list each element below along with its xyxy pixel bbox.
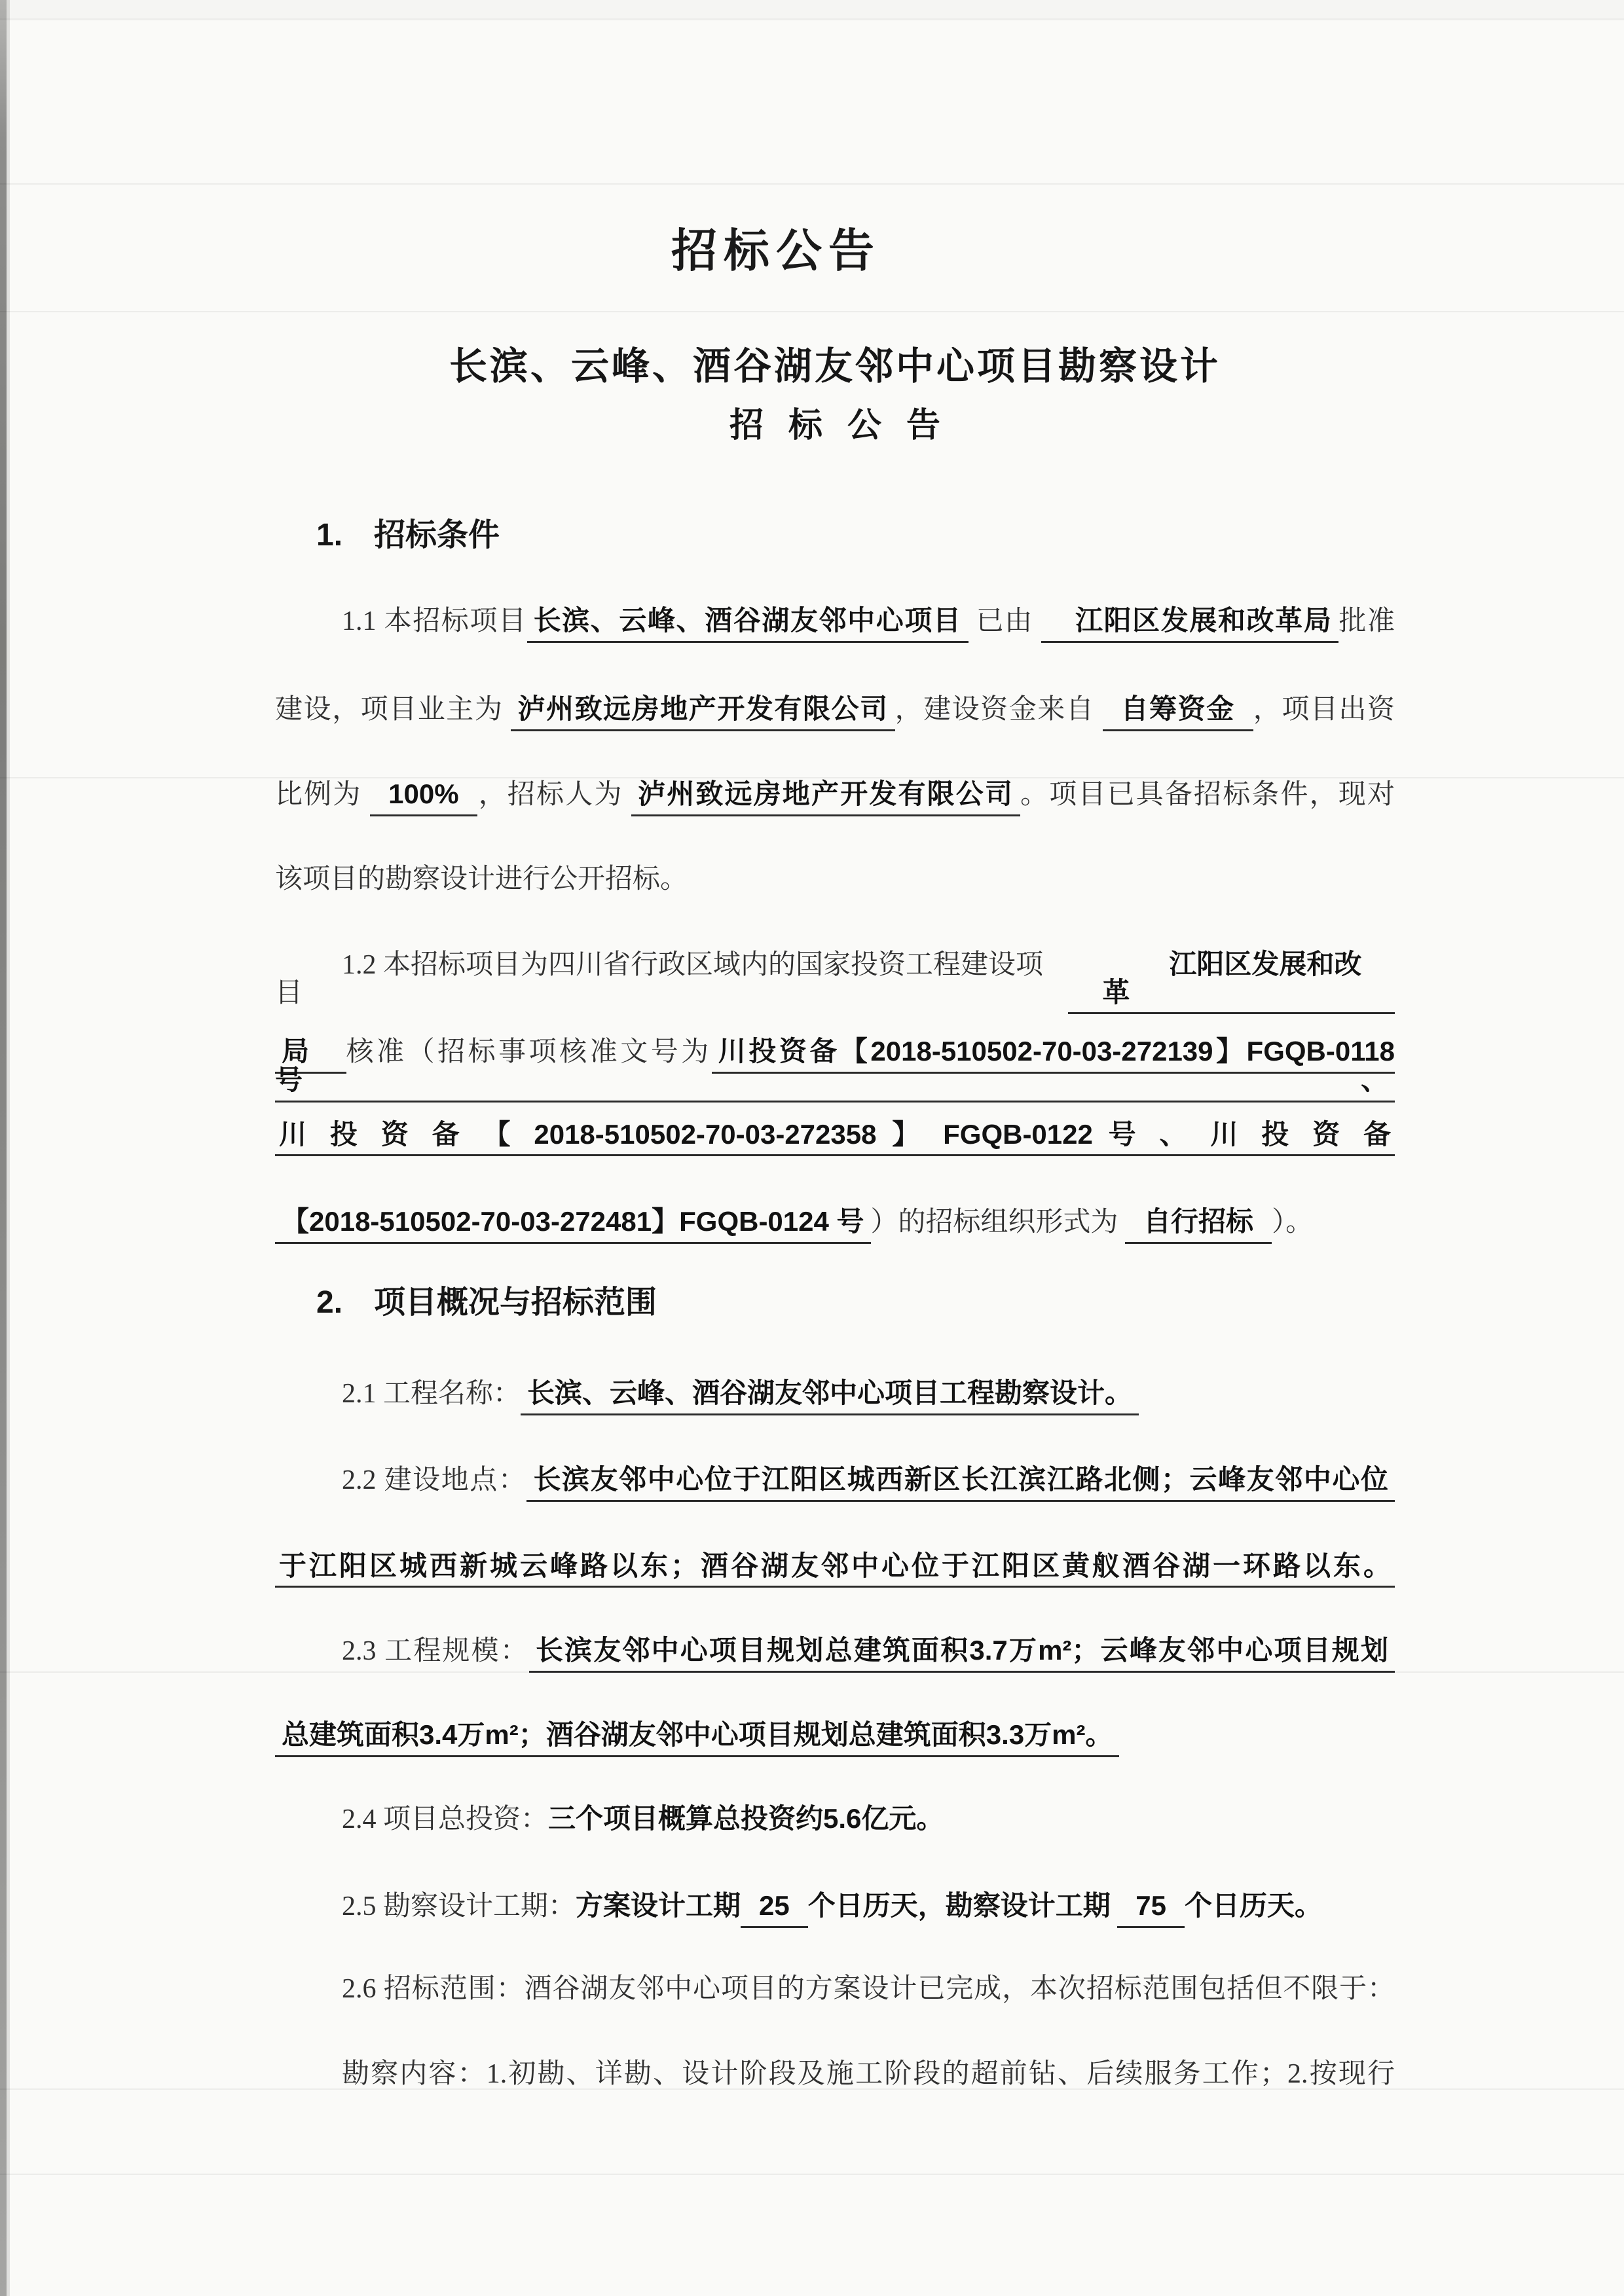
text-run: ）。 [1272,1207,1314,1237]
bold-text-investment: 三个项目概算总投资约5.6亿元。 [548,1803,944,1834]
text-run: 2.2 建设地点： [342,1465,527,1495]
bold-text-schedule: 个日历天。 [1184,1890,1322,1921]
scan-top-edge-fade [0,0,1624,18]
filled-blank-approval-number-3: 【2018-510502-70-03-272481】FGQB-0124 号 [275,1206,871,1244]
scan-artifact-line [0,311,1624,312]
bold-text-schedule: 方案设计工期 [576,1890,741,1921]
paragraph-1-1-line-2 [275,695,1395,724]
paragraph-1-2-line-4 [275,1208,1395,1237]
filled-blank-organization-form: 自行招标 [1125,1206,1272,1244]
text-run: 建设，项目业主为 [275,695,504,725]
text-run: 该项目的勘察设计进行公开招标。 [275,864,688,894]
text-run: 2.1 工程名称： [342,1379,521,1409]
paragraph-2-6-continuation [275,2060,1395,2088]
filled-blank-owner: 泸州致远房地产开发有限公司 [511,693,895,731]
page-title: 招标公告 [671,225,881,276]
paragraph-2-3-line-2 [275,1721,1395,1750]
filled-blank-approval-authority-cont: 局 [275,1036,346,1074]
filled-blank-approval-number-2: 川 投 资 备 【 2018-510502-70-03-272358 】 FGQB-0122 号 、 川 投 资 备 [275,1121,1395,1156]
scan-artifact-line [0,2174,1624,2175]
text-run: 2.3 工程规模： [342,1636,529,1666]
filled-blank-ratio: 100% [370,778,477,816]
bold-text-schedule: 个日历天，勘察设计工期 [807,1890,1111,1921]
paragraph-1-2-line-3 [275,1121,1395,1156]
paragraph-2-4 [275,1805,1395,1834]
paragraph-2-5 [275,1892,1395,1921]
text-run: 1.1 本招标项目 [342,606,527,636]
section-1-heading: 1. 招标条件 [316,518,500,553]
paragraph-1-2-line-2 [275,1038,1395,1095]
scan-top-edge-line [0,18,1624,20]
paragraph-2-1 [275,1379,1395,1408]
paragraph-2-2-line-2 [275,1552,1395,1588]
text-run: 2.5 勘察设计工期： [342,1891,576,1922]
filled-blank-tenderer: 泸州致远房地产开发有限公司 [631,778,1020,816]
scan-left-edge-shadow [0,0,7,2296]
filled-blank-project-name: 长滨、云峰、酒谷湖友邻中心项目 [527,605,969,643]
filled-blank-location-1: 长滨友邻中心位于江阳区城西新区长江滨江路北侧；云峰友邻中心位 [526,1464,1395,1502]
filled-blank-scale-1: 长滨友邻中心项目规划总建筑面积3.7万m²；云峰友邻中心项目规划 [529,1635,1395,1673]
text-run: 比例为 [275,780,362,810]
text-run: 1.2 本招标项目为四川省行政区域内的国家投资工程建设项目 [275,950,1044,1008]
paragraph-1-1-line-3 [275,780,1395,809]
text-run: ，建设资金来自 [895,695,1095,725]
filled-blank-approval-authority: 江阳区发展和改革 [1068,951,1395,1014]
text-run: 已由 [968,606,1033,636]
filled-blank-design-days: 25 [741,1890,808,1928]
paragraph-1-1-line-1 [275,607,1395,636]
paragraph-1-1-line-4 [275,866,1395,894]
section-2-heading: 2. 项目概况与招标范围 [316,1285,657,1320]
text-run: ，项目出资 [1253,695,1395,725]
scan-artifact-line [0,183,1624,185]
text-run: 勘察内容：1.初勘、详勘、设计阶段及施工阶段的超前钻、后续服务工作；2.按现行 [342,2059,1395,2089]
text-run: 。项目已具备招标条件，现对 [1020,780,1395,810]
text-run: 核准（招标事项核准文号为 [346,1037,712,1067]
filled-blank-approval-number-1: 川投资备【2018-510502-70-03-272139】FGQB-0118 号、 [275,1036,1395,1102]
filled-blank-approver: 江阳区发展和改革局 [1041,605,1338,643]
filled-blank-location-2: 于江阳区城西新城云峰路以东；酒谷湖友邻中心位于江阳区黄舣酒谷湖一环路以东。 [275,1552,1395,1588]
text-run: 批准 [1338,606,1395,636]
text-run: ，招标人为 [477,780,623,810]
scan-left-edge-shadow-inner [7,0,10,2296]
text-run: ）的招标组织形式为 [870,1207,1118,1237]
filled-blank-project-title: 长滨、云峰、酒谷湖友邻中心项目工程勘察设计。 [521,1377,1139,1415]
text-run: 2.6 招标范围：酒谷湖友邻中心项目的方案设计已完成，本次招标范围包括但不限于： [342,1974,1395,2004]
paragraph-1-2-line-1 [275,951,1395,1014]
project-title-line: 长滨、云峰、酒谷湖友邻中心项目勘察设计 [449,345,1221,388]
filled-blank-survey-days: 75 [1117,1890,1185,1928]
filled-blank-scale-2: 总建筑面积3.4万m²；酒谷湖友邻中心项目规划总建筑面积3.3万m²。 [275,1719,1119,1757]
filled-blank-funding-source: 自筹资金 [1103,693,1253,731]
paragraph-2-2-line-1 [275,1466,1395,1495]
announcement-title-line: 招标公告 [729,407,965,445]
text-run: 2.4 项目总投资： [342,1804,549,1834]
paragraph-2-6 [275,1975,1395,2003]
paragraph-2-3-line-1 [275,1637,1395,1666]
